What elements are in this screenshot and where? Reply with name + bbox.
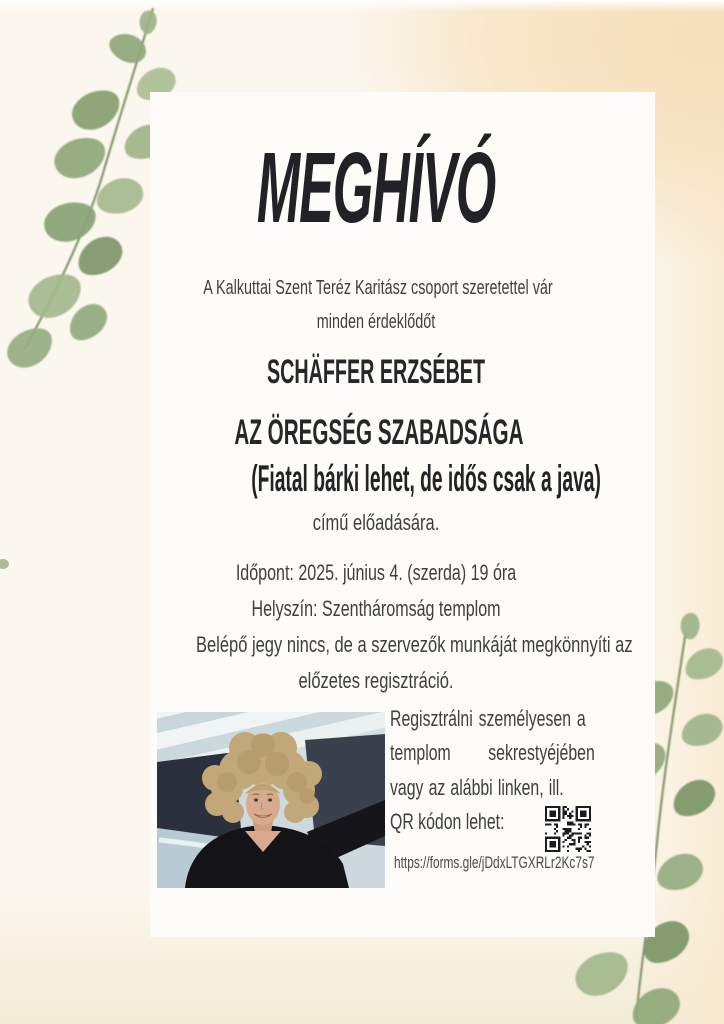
lecture-subtitle: (Fiatal bárki lehet, de idős csak a java) <box>251 458 601 499</box>
qr-code <box>545 806 591 852</box>
invitation-title: MEGHÍVÓ <box>256 132 496 244</box>
lecture-title: AZ ÖREGSÉG SZABADSÁGA <box>234 413 524 452</box>
intro-line-2: minden érdeklődőt <box>316 311 436 333</box>
registration-line-3: vagy az alábbi linken, ill. <box>390 775 564 800</box>
registration-note-line-2: előzetes regisztráció. <box>298 668 454 693</box>
registration-note-line-1: Belépő jegy nincs, de a szervezők munkáját megkönnyíti az <box>196 632 633 657</box>
speaker-photo <box>157 712 385 888</box>
registration-line-1: Regisztrálni személyesen a <box>390 706 586 731</box>
speaker-name: SCHÄFFER ERZSÉBET <box>266 353 486 391</box>
registration-line-2: templom sekrestyéjében <box>390 740 595 765</box>
registration-url[interactable]: https://forms.gle/jDdxLTGXRLr2Kc7s7 <box>394 854 595 872</box>
event-venue: Helyszín: Szentháromság templom <box>251 596 501 621</box>
leaf-speck-image <box>0 556 14 570</box>
registration-line-4: QR kódon lehet: <box>390 809 505 834</box>
invitation-card <box>150 92 655 937</box>
event-time: Időpont: 2025. június 4. (szerda) 19 óra <box>235 560 517 585</box>
intro-line-1: A Kalkuttai Szent Teréz Karitász csoport szeretettel vár <box>203 277 553 299</box>
lecture-suffix: című előadására. <box>312 510 440 535</box>
intro-text <box>203 271 553 339</box>
